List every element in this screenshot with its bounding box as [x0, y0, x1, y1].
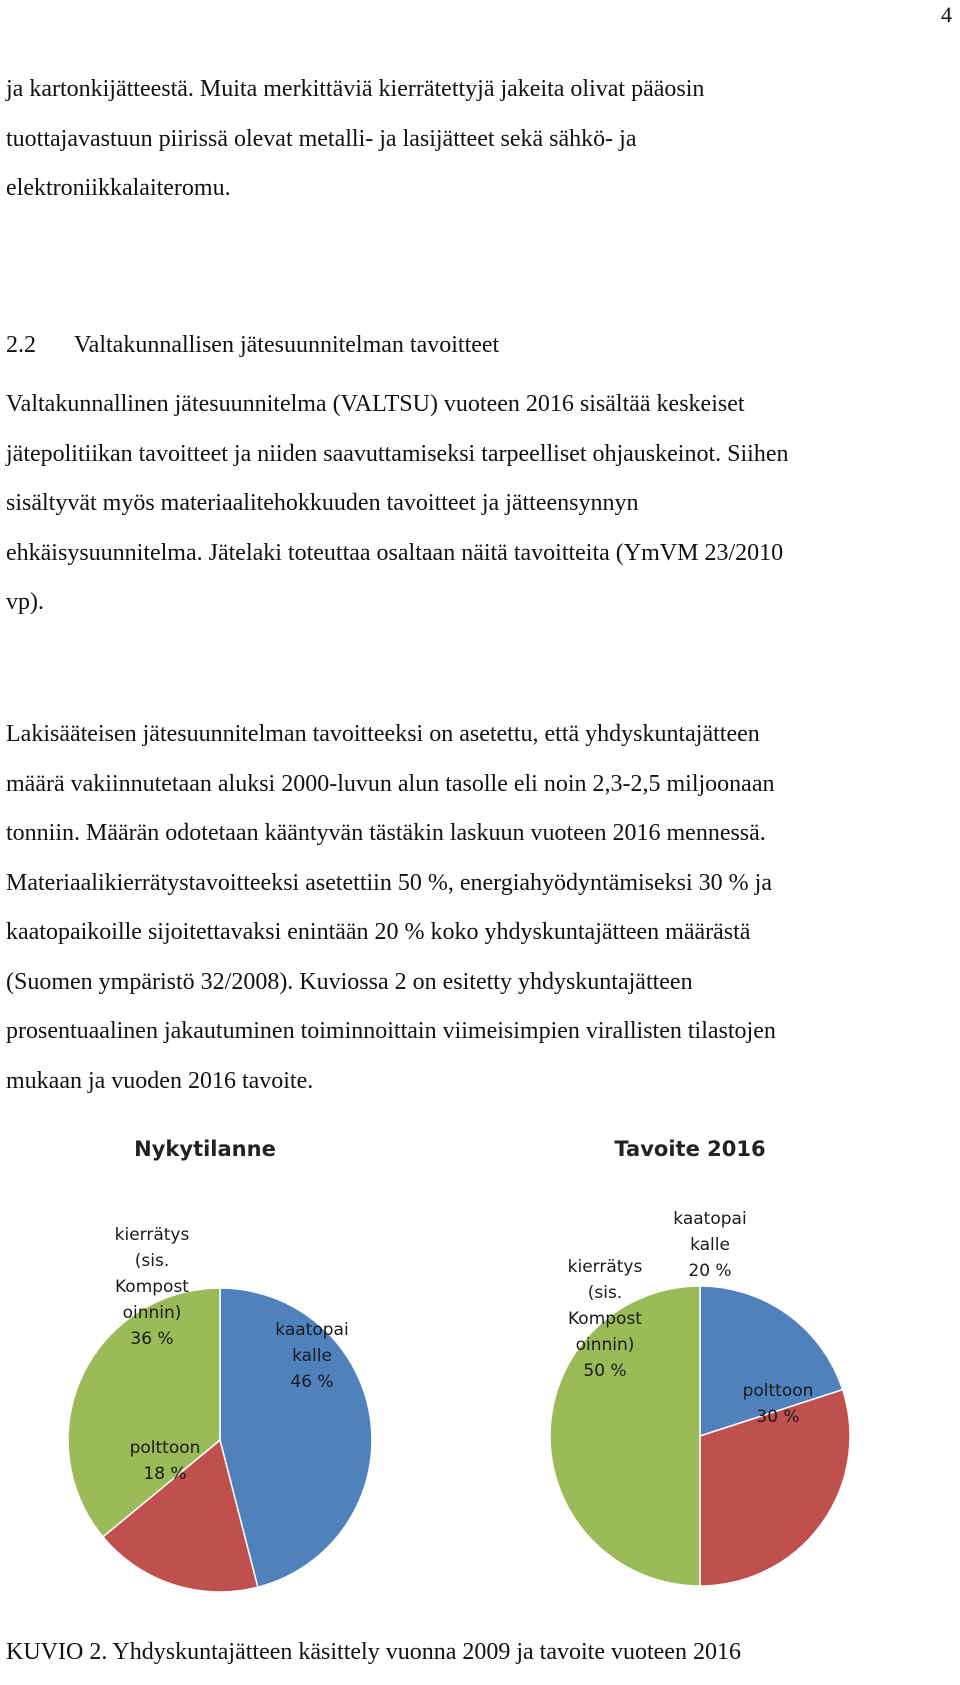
slice-label-line: kaatopai: [673, 1209, 747, 1229]
text-line: ja kartonkijätteestä. Muita merkittäviä kierrätettyjä jakeita olivat pääosin: [6, 76, 705, 102]
text-line: ehkäisysuunnitelma. Jätelaki toteuttaa osaltaan näitä tavoitteita (YmVM 23/2010: [6, 539, 784, 566]
page-number: 4: [941, 2, 952, 27]
text-line: elektroniikkalaiteromu.: [6, 175, 231, 201]
chart-title: Tavoite 2016: [614, 1137, 766, 1161]
slice-label-line: oinnin): [122, 1303, 182, 1323]
paragraph-targets: [6, 710, 946, 1106]
slice-label-line: 46 %: [290, 1372, 334, 1392]
text-line: Materiaalikierrätystavoitteeksi asetettiin 50 %, energiahyödyntämiseksi 30 % ja: [6, 869, 772, 896]
slice-label-line: kierrätys: [567, 1257, 643, 1277]
slice-label: [673, 1209, 746, 1281]
slice-label-line: kalle: [690, 1235, 730, 1255]
figure-caption: KUVIO 2. Yhdyskuntajätteen käsittely vuonna 2009 ja tavoite vuoteen 2016: [6, 1639, 741, 1665]
section-number: 2.2: [6, 332, 36, 358]
pie-chart-current: [60, 1137, 420, 1610]
text-line: Valtakunnallinen jätesuunnitelma (VALTSU) vuoteen 2016 sisältää keskeiset: [6, 391, 745, 417]
text-line: (Suomen ympäristö 32/2008). Kuviossa 2 on esitetty yhdyskuntajätteen: [6, 968, 693, 995]
pie-slice: [550, 1286, 700, 1586]
slice-label-line: (sis.: [587, 1283, 623, 1303]
slice-label-line: 30 %: [756, 1407, 800, 1427]
slice-label-line: kaatopai: [275, 1320, 349, 1340]
pie-chart-current-svg: [60, 1137, 420, 1610]
slice-label-line: 20 %: [688, 1261, 732, 1281]
slice-label-line: Kompost: [115, 1277, 189, 1297]
text-line: vp).: [6, 589, 44, 615]
paragraph-valtsu: [6, 380, 946, 628]
text-line: sisältyvät myös materiaalitehokkuuden tavoitteet ja jätteensynnyn: [6, 490, 639, 516]
slice-label-line: kierrätys: [114, 1225, 190, 1245]
text-line: tuottajavastuun piirissä olevat metalli- ja lasijätteet sekä sähkö- ja: [6, 125, 637, 152]
text-line: Lakisääteisen jätesuunnitelman tavoitteeksi on asetettu, että yhdyskuntajätteen: [6, 721, 760, 747]
slice-label-line: polttoon: [742, 1381, 814, 1401]
section-heading: [6, 332, 499, 359]
slice-label-line: 18 %: [143, 1464, 187, 1484]
pie-chart-target-2016: [560, 1137, 920, 1610]
text-line: prosentuaalinen jakautuminen toiminnoittain viimeisimpien virallisten tilastojen: [6, 1018, 776, 1044]
slice-label-line: Kompost: [568, 1309, 642, 1329]
paragraph-recycling-summary: [6, 65, 946, 214]
slice-label-line: oinnin): [575, 1335, 635, 1355]
slice-label-line: kalle: [292, 1346, 332, 1366]
text-line: kaatopaikoille sijoitettavaksi enintään 20 % koko yhdyskuntajätteen määrästä: [6, 919, 751, 945]
pie-chart-target-svg: [560, 1137, 920, 1610]
slice-label-line: 36 %: [130, 1329, 174, 1349]
slice-label-line: polttoon: [129, 1438, 201, 1458]
slice-label-line: 50 %: [583, 1361, 627, 1381]
text-line: mukaan ja vuoden 2016 tavoite.: [6, 1067, 314, 1094]
section-title: Valtakunnallisen jätesuunnitelman tavoitteet: [74, 332, 500, 358]
text-line: määrä vakiinnutetaan aluksi 2000-luvun alun tasolle eli noin 2,3-2,5 miljoonaan: [6, 770, 775, 797]
slice-label-line: (sis.: [134, 1251, 170, 1271]
chart-title: Nykytilanne: [134, 1137, 276, 1161]
text-line: tonniin. Määrän odotetaan kääntyvän tästäkin laskuun vuoteen 2016 mennessä.: [6, 820, 766, 846]
text-line: jätepolitiikan tavoitteet ja niiden saavuttamiseksi tarpeelliset ohjauskeinot. Siihen: [6, 440, 789, 467]
